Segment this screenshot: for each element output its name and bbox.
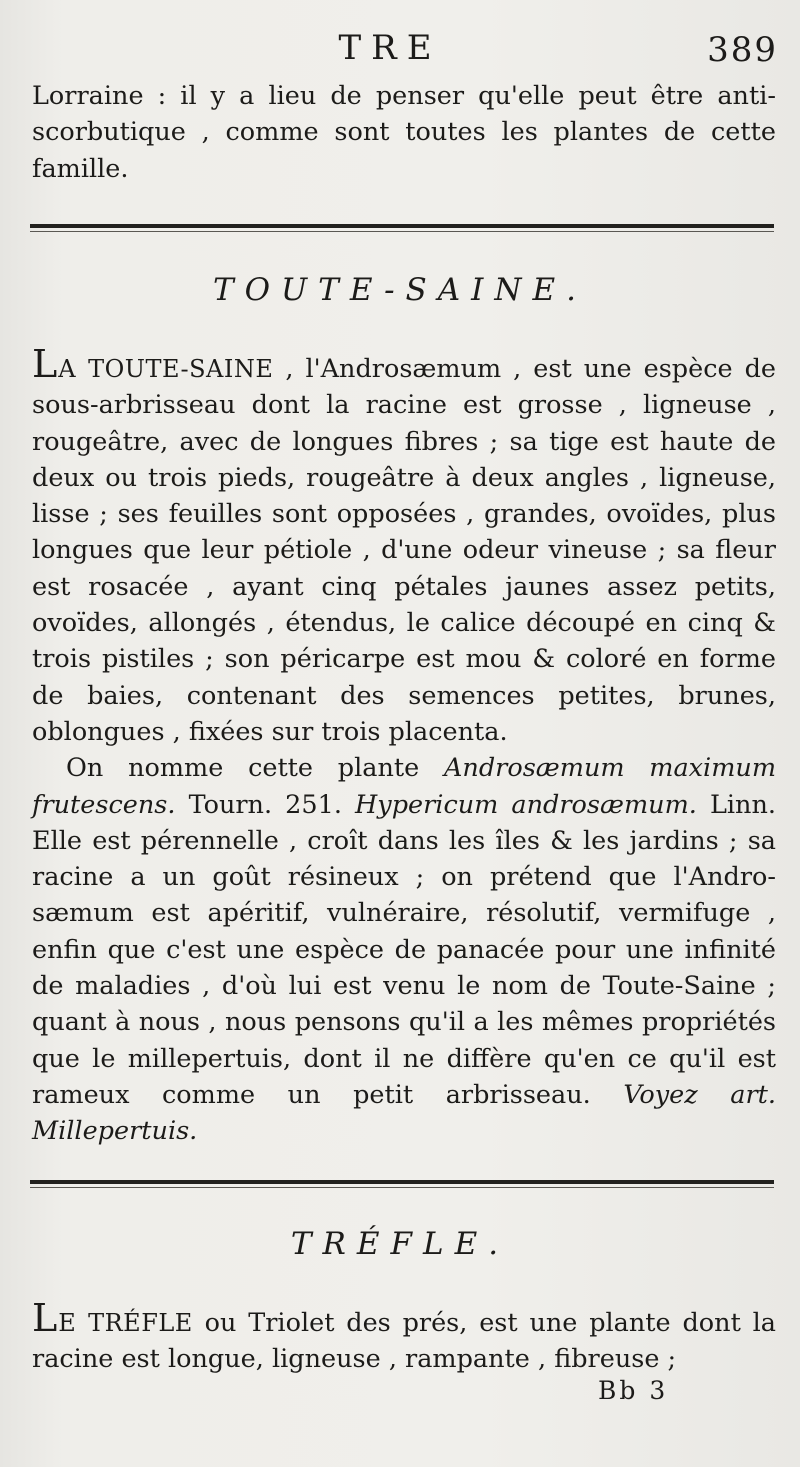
running-title: TRE xyxy=(338,28,442,68)
entry-trefle xyxy=(32,1296,776,1378)
continuation-text: Lorraine : il y a lieu de penser qu'elle peut être antiscorbutique , comme sont toutes les plantes de cette famille. xyxy=(32,81,776,184)
lead-word: E TRÉFLE xyxy=(58,1309,193,1337)
section-heading-toute-saine: TOUTE-SAINE. xyxy=(212,272,588,308)
lead-capital: L xyxy=(32,1296,59,1340)
entry-paragraph xyxy=(32,342,776,750)
section-divider xyxy=(30,1180,774,1184)
paragraph-text: , l'Androsæmum , est une espèce de sous-arbrisseau dont la racine est grosse , ligneuse , rougeâtre, avec de longues fibres ; sa tige est haute de deux ou trois pieds, rougeâtre à deux angles , ligneuse, lisse ; ses feuilles sont opposées , grandes, ovoïdes, plus longues que leur pétiole , d'une odeur vineuse ; sa fleur est rosacée , ayant cinq pétales jaunes assez petits, ovoïdes, allongés , étendus, le calice découpé en cinq & trois pistiles ; son péricarpe est mou & coloré en forme de baies, contenant des semences petites, brunes, oblongues , fixées sur trois placenta. xyxy=(32,354,776,747)
lead-capital: L xyxy=(32,342,59,386)
section-divider xyxy=(30,224,774,228)
entry-paragraph xyxy=(32,750,776,1149)
cross-reference: Voyez art. Millepertuis. xyxy=(32,1079,776,1147)
botanical-name: Androsæmum maximum frutescens. xyxy=(32,753,777,820)
reference: Linn. xyxy=(709,789,776,820)
paragraph-text: ou Triolet des prés, est une plante dont la racine est longue, ligneuse , rampante , fibreuse ; xyxy=(32,1308,776,1375)
lead-word: A TOUTE-SAINE xyxy=(58,355,274,383)
botanical-name: Hypericum androsæmum. xyxy=(355,789,697,820)
section-heading-trefle: TRÉFLE. xyxy=(290,1226,510,1262)
signature-mark: Bb 3 xyxy=(598,1376,669,1405)
entry-toute-saine xyxy=(32,342,777,1150)
paragraph-text: Elle est pérennelle , croît dans les îles & les jardins ; sa racine a un goût résineux ; on prétend que l'Androsæmum est apéritif, vulnéraire, résolutif, vermifuge , enfin que c'est une espèce de panacée pour une infinité de maladies , d'où lui est venu le nom de Toute-Saine ; quant à nous , nous pensons qu'il a les mêmes propriétés que le millepertuis, dont il ne diffère qu'en ce qu'il est rameux comme un petit arbrisseau. xyxy=(32,825,776,1110)
entry-paragraph xyxy=(32,1296,776,1378)
reference: Tourn. 251. xyxy=(188,789,342,820)
paragraph-intro: On nomme cette plante xyxy=(66,753,420,784)
continuation-paragraph xyxy=(32,78,776,187)
running-head xyxy=(0,28,800,78)
page-number: 389 xyxy=(707,30,778,70)
